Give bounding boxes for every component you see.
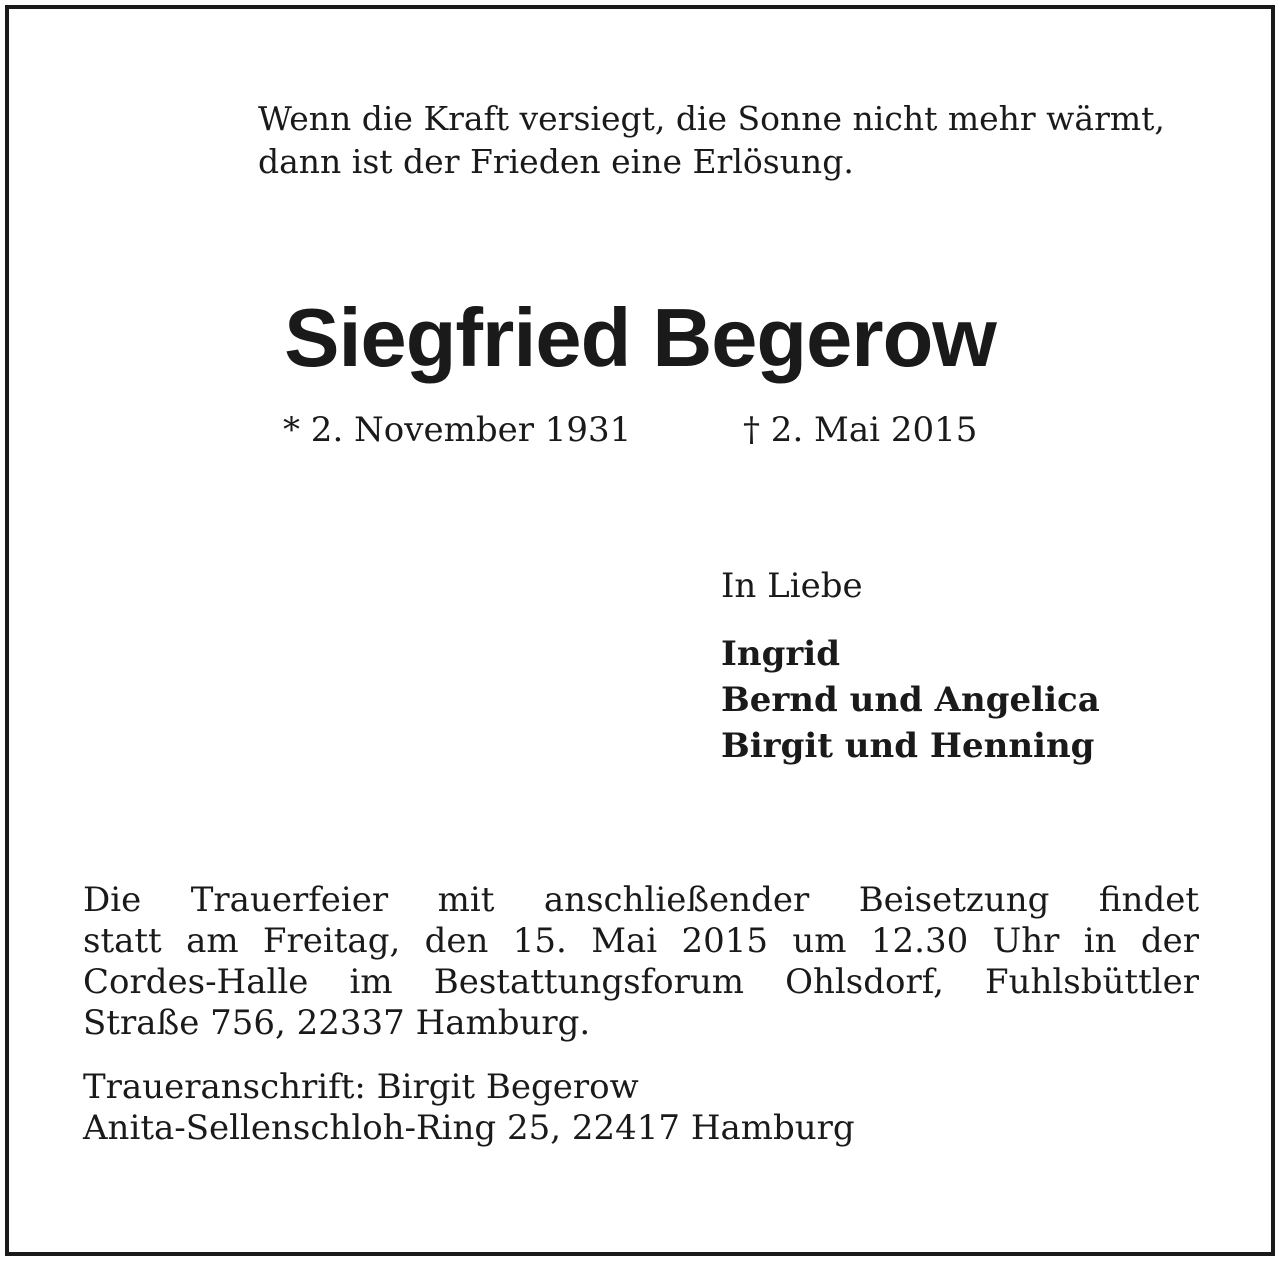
ceremony-notice: [83, 880, 1199, 1044]
mourners-intro: In Liebe: [721, 566, 863, 606]
mourner-name: Ingrid: [721, 634, 840, 674]
mourner-name: Birgit und Henning: [721, 726, 1095, 766]
ceremony-line: Die Trauerfeier mit anschließender Beisetzung findet: [83, 880, 1199, 920]
ceremony-line: Straße 756, 22337 Hamburg.: [83, 1003, 591, 1043]
ceremony-line: Cordes-Halle im Bestattungsforum Ohlsdorf, Fuhlsbüttler: [83, 962, 1199, 1002]
motto: [258, 97, 1218, 183]
birth-date: * 2. November 1931: [283, 410, 632, 450]
mourners-list: [721, 631, 1100, 769]
mourner-name: Bernd und Angelica: [721, 680, 1100, 720]
motto-line-2: dann ist der Frieden eine Erlösung.: [258, 142, 854, 181]
address-street-line: Anita-Sellenschloh-Ring 25, 22417 Hamburg: [83, 1108, 855, 1148]
deceased-name: Siegfried Begerow: [284, 291, 996, 384]
address-label-line: Traueranschrift: Birgit Begerow: [83, 1067, 639, 1107]
mourning-address: [83, 1067, 855, 1149]
ceremony-line: statt am Freitag, den 15. Mai 2015 um 12.30 Uhr in der: [83, 921, 1199, 961]
death-date: † 2. Mai 2015: [743, 410, 978, 450]
motto-line-1: Wenn die Kraft versiegt, die Sonne nicht mehr wärmt,: [258, 99, 1165, 138]
